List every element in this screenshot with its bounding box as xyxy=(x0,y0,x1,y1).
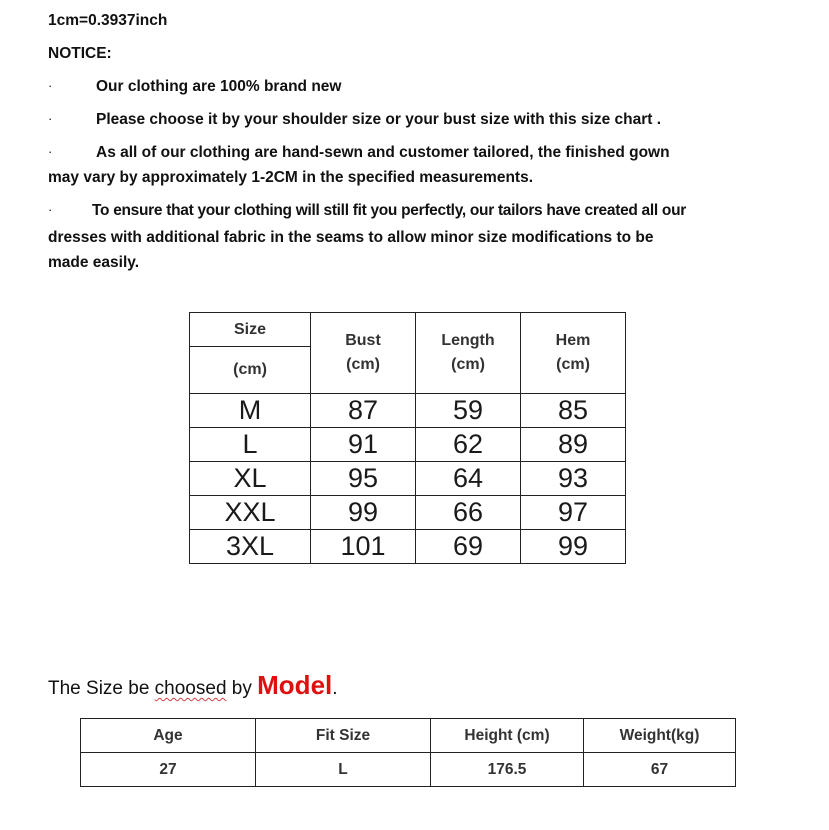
bullet-mark: · xyxy=(48,144,53,159)
age-header: Age xyxy=(81,719,256,753)
model-word: Model xyxy=(257,670,333,700)
table-row xyxy=(190,462,626,496)
bust-cell: 99 xyxy=(311,496,416,530)
bullet-mark: · xyxy=(48,111,53,126)
size-chart-table xyxy=(189,312,626,564)
table-row xyxy=(190,496,626,530)
fit-size-value: L xyxy=(256,753,431,787)
hem-label: Hem xyxy=(555,332,591,349)
bust-header xyxy=(311,313,416,394)
model-value-row xyxy=(81,753,736,787)
model-info-table xyxy=(80,718,736,787)
hem-cell: 99 xyxy=(521,530,626,564)
weight-header: Weight(kg) xyxy=(584,719,736,753)
title-mid: by xyxy=(226,678,258,699)
size-cell: L xyxy=(190,428,311,462)
hem-unit: (cm) xyxy=(556,356,590,373)
size-cell: XL xyxy=(190,462,311,496)
fit-size-header: Fit Size xyxy=(256,719,431,753)
conversion-note: 1cm=0.3937inch xyxy=(48,12,168,29)
bust-cell: 91 xyxy=(311,428,416,462)
table-row xyxy=(190,394,626,428)
bust-label: Bust xyxy=(345,332,381,349)
notice-item: To ensure that your clothing will still fit you perfectly, our tailors have created all our xyxy=(92,202,686,219)
bullet-mark: · xyxy=(48,78,53,93)
model-section-title xyxy=(48,670,338,701)
model-header-row xyxy=(81,719,736,753)
size-cell: XXL xyxy=(190,496,311,530)
length-cell: 69 xyxy=(416,530,521,564)
size-cell: 3XL xyxy=(190,530,311,564)
notice-item: Please choose it by your shoulder size or your bust size with this size chart . xyxy=(96,111,662,128)
hem-cell: 85 xyxy=(521,394,626,428)
table-row xyxy=(190,530,626,564)
hem-header xyxy=(521,313,626,394)
bust-unit: (cm) xyxy=(346,356,380,373)
hem-cell: 97 xyxy=(521,496,626,530)
hem-cell: 89 xyxy=(521,428,626,462)
bust-cell: 87 xyxy=(311,394,416,428)
length-cell: 62 xyxy=(416,428,521,462)
bust-cell: 95 xyxy=(311,462,416,496)
length-cell: 66 xyxy=(416,496,521,530)
notice-item: dresses with additional fabric in the seams to allow minor size modifications to be xyxy=(48,229,654,246)
length-cell: 64 xyxy=(416,462,521,496)
title-misspelled-word: choosed xyxy=(154,678,227,699)
height-value: 176.5 xyxy=(431,753,584,787)
size-cell: M xyxy=(190,394,311,428)
notice-item: made easily. xyxy=(48,254,140,271)
table-row xyxy=(190,428,626,462)
size-header-row xyxy=(190,313,626,347)
length-header xyxy=(416,313,521,394)
size-unit: (cm) xyxy=(190,347,311,394)
notice-item: may vary by approximately 1-2CM in the specified measurements. xyxy=(48,169,533,186)
length-label: Length xyxy=(441,332,495,349)
length-unit: (cm) xyxy=(451,356,485,373)
hem-cell: 93 xyxy=(521,462,626,496)
title-prefix: The Size be xyxy=(48,678,155,699)
height-header: Height (cm) xyxy=(431,719,584,753)
notice-heading: NOTICE: xyxy=(48,45,112,62)
age-value: 27 xyxy=(81,753,256,787)
weight-value: 67 xyxy=(584,753,736,787)
bust-cell: 101 xyxy=(311,530,416,564)
notice-item: As all of our clothing are hand-sewn and customer tailored, the finished gown xyxy=(96,144,670,161)
length-cell: 59 xyxy=(416,394,521,428)
bullet-mark: · xyxy=(48,202,53,217)
title-suffix: . xyxy=(332,678,338,699)
size-header: Size xyxy=(190,313,311,347)
notice-item: Our clothing are 100% brand new xyxy=(96,78,342,95)
